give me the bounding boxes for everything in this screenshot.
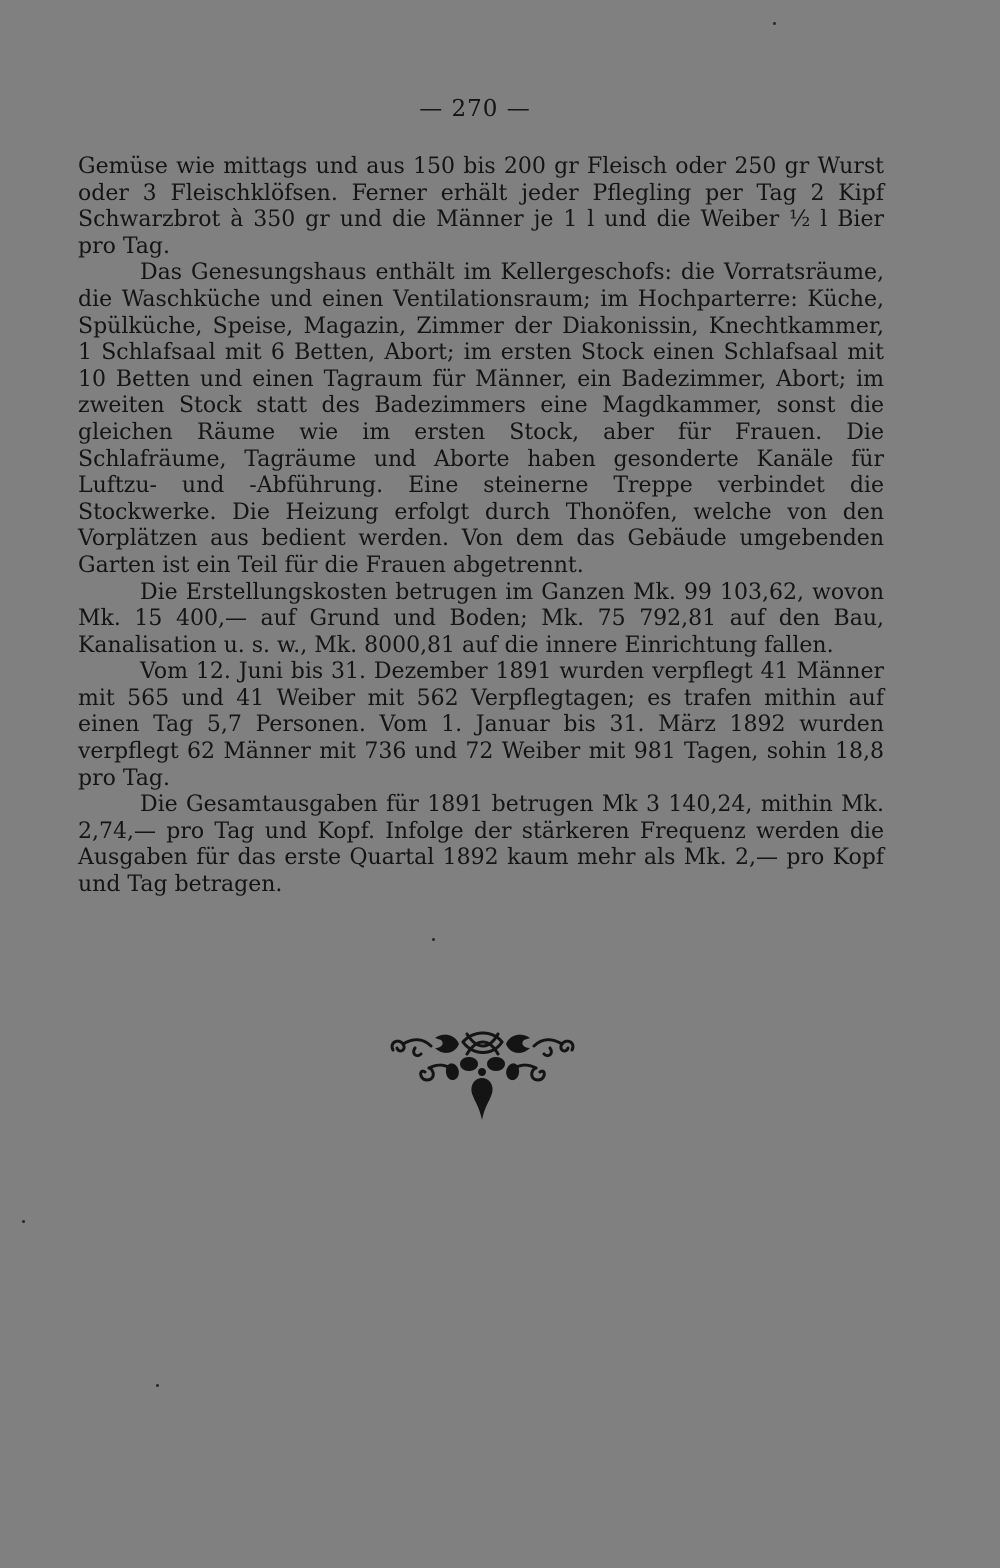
paragraph-construction-costs: Die Erstellungskosten betrugen im Ganzen Mk. 99 103,62, wovon Mk. 15 400,— auf Grund und Boden; Mk. 75 792,81 auf den Bau, Kanalisation u. s. w., Mk. 8000,81 auf die innere Einrichtung fallen. <box>78 579 884 658</box>
paper-speck <box>432 938 435 941</box>
floral-vignette-icon <box>385 1028 580 1128</box>
paper-speck <box>773 22 776 25</box>
paragraph-expenses: Die Gesamtausgaben für 1891 betrugen Mk 3 140,24, mithin Mk. 2,74,— pro Tag und Kopf. Infolge der stärkeren Frequenz werden die Ausgaben für das erste Quartal 1892 kaum mehr als Mk. 2,— pro Kopf und Tag betragen. <box>78 792 884 898</box>
paragraph-building-layout: Das Genesungshaus enthält im Kellergeschofs: die Vorratsräume, die Waschküche und einen Ventilationsraum; im Hochparterre: Küche, Spülküche, Speise, Magazin, Zimmer der Diakonissin, Knechtkammer, 1 Schlafsaal mit 6 Betten, Abort; im ersten Stock einen Schlafsaal mit 10 Betten und einen Tagraum für Männer, ein Badezimmer, Abort; im zweiten Stock statt des Badezimmers eine Magdkammer, sonst die gleichen Räume wie im ersten Stock, aber für Frauen. Die Schlafräume, Tagräume und Aborte haben gesonderte Kanäle für Luftzu- und -Abführung. Eine steinerne Treppe verbindet die Stockwerke. Die Heizung erfolgt durch Thonöfen, welche von den Vorplätzen aus bedient werden. Von dem das Gebäude umgebenden Garten ist ein Teil für die Frauen abgetrennt. <box>78 260 884 578</box>
body-text <box>78 154 884 899</box>
paper-speck <box>156 1384 159 1387</box>
page-number: — 270 — <box>419 96 531 122</box>
paper-speck <box>22 1220 25 1223</box>
paragraph-patient-statistics: Vom 12. Juni bis 31. Dezember 1891 wurden verpflegt 41 Männer mit 565 und 41 Weiber mit 562 Verpflegtagen; es trafen mithin auf einen Tag 5,7 Personen. Vom 1. Januar bis 31. März 1892 wurden verpflegt 62 Männer mit 736 und 72 Weiber mit 981 Tagen, sohin 18,8 pro Tag. <box>78 659 884 791</box>
paragraph-continuation: Gemüse wie mittags und aus 150 bis 200 gr Fleisch oder 250 gr Wurst oder 3 Fleischklöfsen. Ferner erhält jeder Pflegling per Tag 2 Kipf Schwarzbrot à 350 gr und die Männer je 1 l und die Weiber ½ l Bier pro Tag. <box>78 154 884 259</box>
